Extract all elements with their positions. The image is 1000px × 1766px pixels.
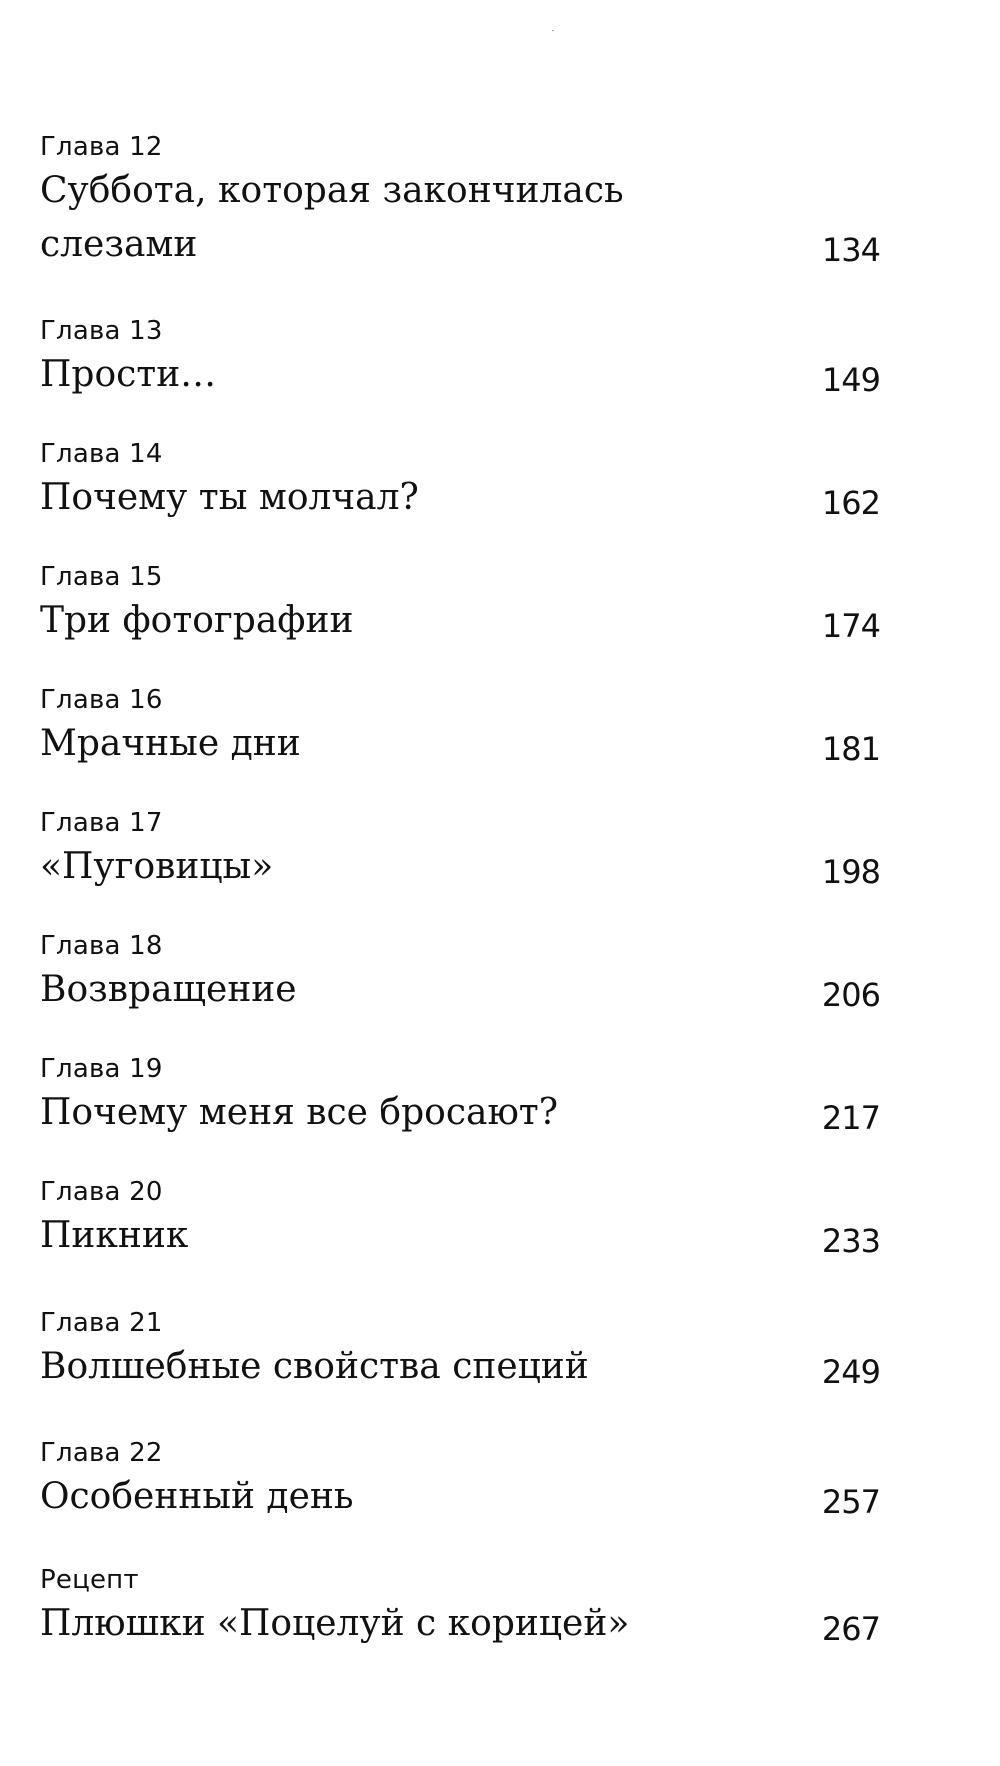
chapter-label: Глава 14 [40, 439, 163, 469]
recipe-label: Рецепт [40, 1565, 139, 1595]
scan-speck [552, 30, 554, 31]
toc-entry-chapter-13[interactable] [40, 314, 880, 402]
toc-entry-chapter-22[interactable] [40, 1436, 880, 1524]
chapter-title: Волшебные свойства специй [40, 1346, 589, 1387]
page-number: 257 [821, 1483, 880, 1521]
chapter-title: Три фотографии [40, 600, 354, 641]
toc-entry-chapter-16[interactable] [40, 683, 880, 771]
toc-entry-chapter-14[interactable] [40, 437, 880, 525]
chapter-label: Глава 16 [40, 685, 163, 715]
chapter-title: Прости… [40, 354, 217, 395]
recipe-title: Плюшки «Поцелуй с корицей» [40, 1603, 630, 1644]
chapter-title: Почему ты молчал? [40, 477, 419, 518]
chapter-title: Возвращение [40, 969, 297, 1010]
page-number: 233 [821, 1222, 880, 1260]
page-number: 249 [821, 1353, 880, 1391]
chapter-title: Мрачные дни [40, 723, 301, 764]
chapter-label: Глава 13 [40, 316, 163, 346]
chapter-label: Глава 18 [40, 931, 163, 961]
chapter-title: Особенный день [40, 1476, 354, 1517]
page-number: 162 [821, 484, 880, 522]
page-number: 174 [821, 607, 880, 645]
page-number: 149 [821, 361, 880, 399]
chapter-label: Глава 21 [40, 1308, 163, 1338]
chapter-title: «Пуговицы» [40, 846, 274, 887]
page-number: 134 [821, 231, 880, 269]
page-number: 206 [821, 976, 880, 1014]
toc-entry-chapter-17[interactable] [40, 806, 880, 894]
page-number: 217 [821, 1099, 880, 1137]
toc-entry-chapter-21[interactable] [40, 1306, 880, 1394]
chapter-title: Суббота, которая закончилась слезами [40, 170, 624, 265]
toc-entry-chapter-18[interactable] [40, 929, 880, 1017]
chapter-label: Глава 12 [40, 132, 163, 162]
chapter-label: Глава 17 [40, 808, 163, 838]
page-number: 181 [821, 730, 880, 768]
chapter-title: Почему меня все бросают? [40, 1092, 559, 1133]
toc-entry-chapter-20[interactable] [40, 1175, 880, 1263]
toc-entry-chapter-15[interactable] [40, 560, 880, 648]
chapter-title: Пикник [40, 1215, 189, 1256]
page-number: 267 [821, 1610, 880, 1648]
toc-entry-chapter-19[interactable] [40, 1052, 880, 1140]
toc-entry-recipe[interactable] [40, 1563, 880, 1651]
page-number: 198 [821, 853, 880, 891]
chapter-label: Глава 20 [40, 1177, 163, 1207]
chapter-label: Глава 22 [40, 1438, 163, 1468]
toc-entry-chapter-12[interactable] [40, 130, 880, 272]
chapter-label: Глава 19 [40, 1054, 163, 1084]
chapter-label: Глава 15 [40, 562, 163, 592]
